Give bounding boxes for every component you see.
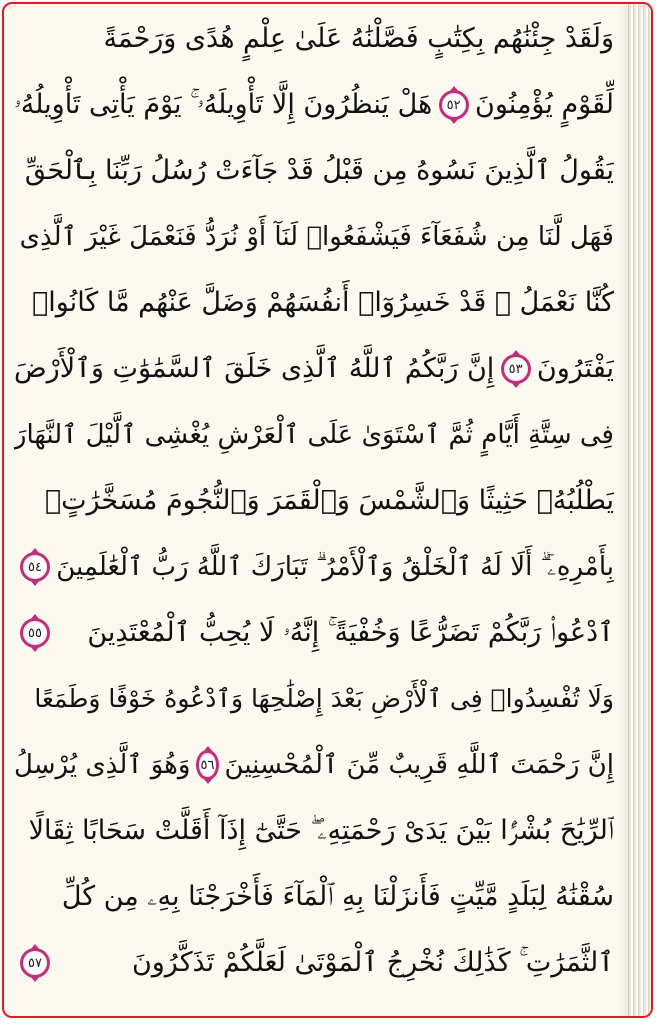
ayah-number-marker: ٥٧	[20, 948, 50, 978]
ayah-number-marker: ٥٢	[439, 90, 469, 120]
verse-line	[14, 6, 614, 72]
verse-text: فِى سِتَّةِ أَيَّامٍ ثُمَّ ٱسْتَوَىٰ عَلَى ٱلْعَرْشِ يُغْشِى ٱلَّيْلَ ٱلنَّهَارَ	[14, 420, 614, 450]
verse-text: وَلَا تُفْسِدُوا۟ فِى ٱلْأَرْضِ بَعْدَ إِصْلَٰحِهَا وَٱدْعُوهُ خَوْفًا وَطَمَعًا	[34, 684, 614, 713]
verse-text: لِّقَوْمٍ يُؤْمِنُونَ	[475, 89, 614, 120]
verse-text: ٱلرِّيَٰحَ بُشْرًۢا بَيْنَ يَدَىْ رَحْمَتِهِۦ ۖ حَتَّىٰٓ إِذَآ أَقَلَّتْ سَحَابًا ثِقَالًا	[28, 815, 614, 846]
verse-text: وَهُوَ ٱلَّذِى يُرْسِلُ	[14, 750, 191, 780]
verse-text: ٱلثَّمَرَٰتِ ۚ كَذَٰلِكَ نُخْرِجُ ٱلْمَوْتَىٰ لَعَلَّكُمْ تَذَكَّرُونَ	[131, 947, 614, 978]
verse-text: إِنَّ رَبَّكُمُ ٱللَّهُ ٱلَّذِى خَلَقَ ٱلسَّمَٰوَٰتِ وَٱلْأَرْضَ	[14, 353, 495, 384]
verse-text: بِأَمْرِهِۦٓ ۗ أَلَا لَهُ ٱلْخَلْقُ وَٱلْأَمْرُ ۗ تَبَارَكَ ٱللَّهُ رَبُّ ٱلْعَٰلَمِينَ	[56, 552, 614, 582]
ayah-number-marker: ٥٦	[196, 750, 218, 780]
ayah-number-marker: ٥٤	[20, 552, 50, 582]
verse-text: سُقْنَٰهُ لِبَلَدٍ مَّيِّتٍ فَأَنزَلْنَا بِهِ ٱلْمَآءَ فَأَخْرَجْنَا بِهِۦ مِن كُلِّ	[61, 881, 614, 912]
verse-line	[14, 534, 614, 600]
verse-line	[14, 270, 614, 336]
verse-text: يَقُولُ ٱلَّذِينَ نَسُوهُ مِن قَبْلُ قَدْ جَآءَتْ رُسُلُ رَبِّنَا بِٱلْحَقِّ	[24, 155, 614, 186]
verse-line	[14, 864, 614, 930]
verse-line	[14, 402, 614, 468]
verse-line	[14, 204, 614, 270]
verse-line	[14, 336, 614, 402]
verse-line	[14, 930, 614, 996]
verse-line	[14, 666, 614, 732]
ayah-number-marker: ٥٥	[20, 618, 50, 648]
verse-text: فَهَل لَّنَا مِن شُفَعَآءَ فَيَشْفَعُوا۟ لَنَآ أَوْ نُرَدُّ فَنَعْمَلَ غَيْرَ ٱلَّذِى	[19, 222, 614, 252]
verse-line	[14, 798, 614, 864]
verse-text: يَطْلُبُهُۥ حَثِيثًا وَٱلشَّمْسَ وَٱلْقَمَرَ وَٱلنُّجُومَ مُسَخَّرَٰتٍۭ	[44, 485, 614, 516]
page-edges	[628, 4, 651, 1016]
mushaf-page	[2, 2, 653, 1018]
verse-line	[14, 600, 614, 666]
verse-line	[14, 732, 614, 798]
verse-text: ٱدْعُوا۟ رَبَّكُمْ تَضَرُّعًا وَخُفْيَةً ۚ إِنَّهُۥ لَا يُحِبُّ ٱلْمُعْتَدِينَ	[87, 617, 614, 648]
ayah-number-marker: ٥٣	[501, 354, 531, 384]
verse-text: إِنَّ رَحْمَتَ ٱللَّهِ قَرِيبٌ مِّنَ ٱلْمُحْسِنِينَ	[224, 750, 614, 780]
verse-text: وَلَقَدْ جِئْنَٰهُم بِكِتَٰبٍ فَصَّلْنَٰهُ عَلَىٰ عِلْمٍ هُدًى وَرَحْمَةً	[103, 23, 614, 54]
verse-text: يَفْتَرُونَ	[536, 353, 614, 384]
quran-text-area	[14, 6, 614, 996]
verse-line	[14, 138, 614, 204]
verse-text: هَلْ يَنظُرُونَ إِلَّا تَأْوِيلَهُۥ ۚ يَوْمَ يَأْتِى تَأْوِيلُهُۥ	[14, 89, 433, 120]
verse-line	[14, 72, 614, 138]
verse-line	[14, 468, 614, 534]
verse-text: كُنَّا نَعْمَلُ ۚ قَدْ خَسِرُوٓا۟ أَنفُسَهُمْ وَضَلَّ عَنْهُم مَّا كَانُوا۟	[32, 287, 614, 318]
